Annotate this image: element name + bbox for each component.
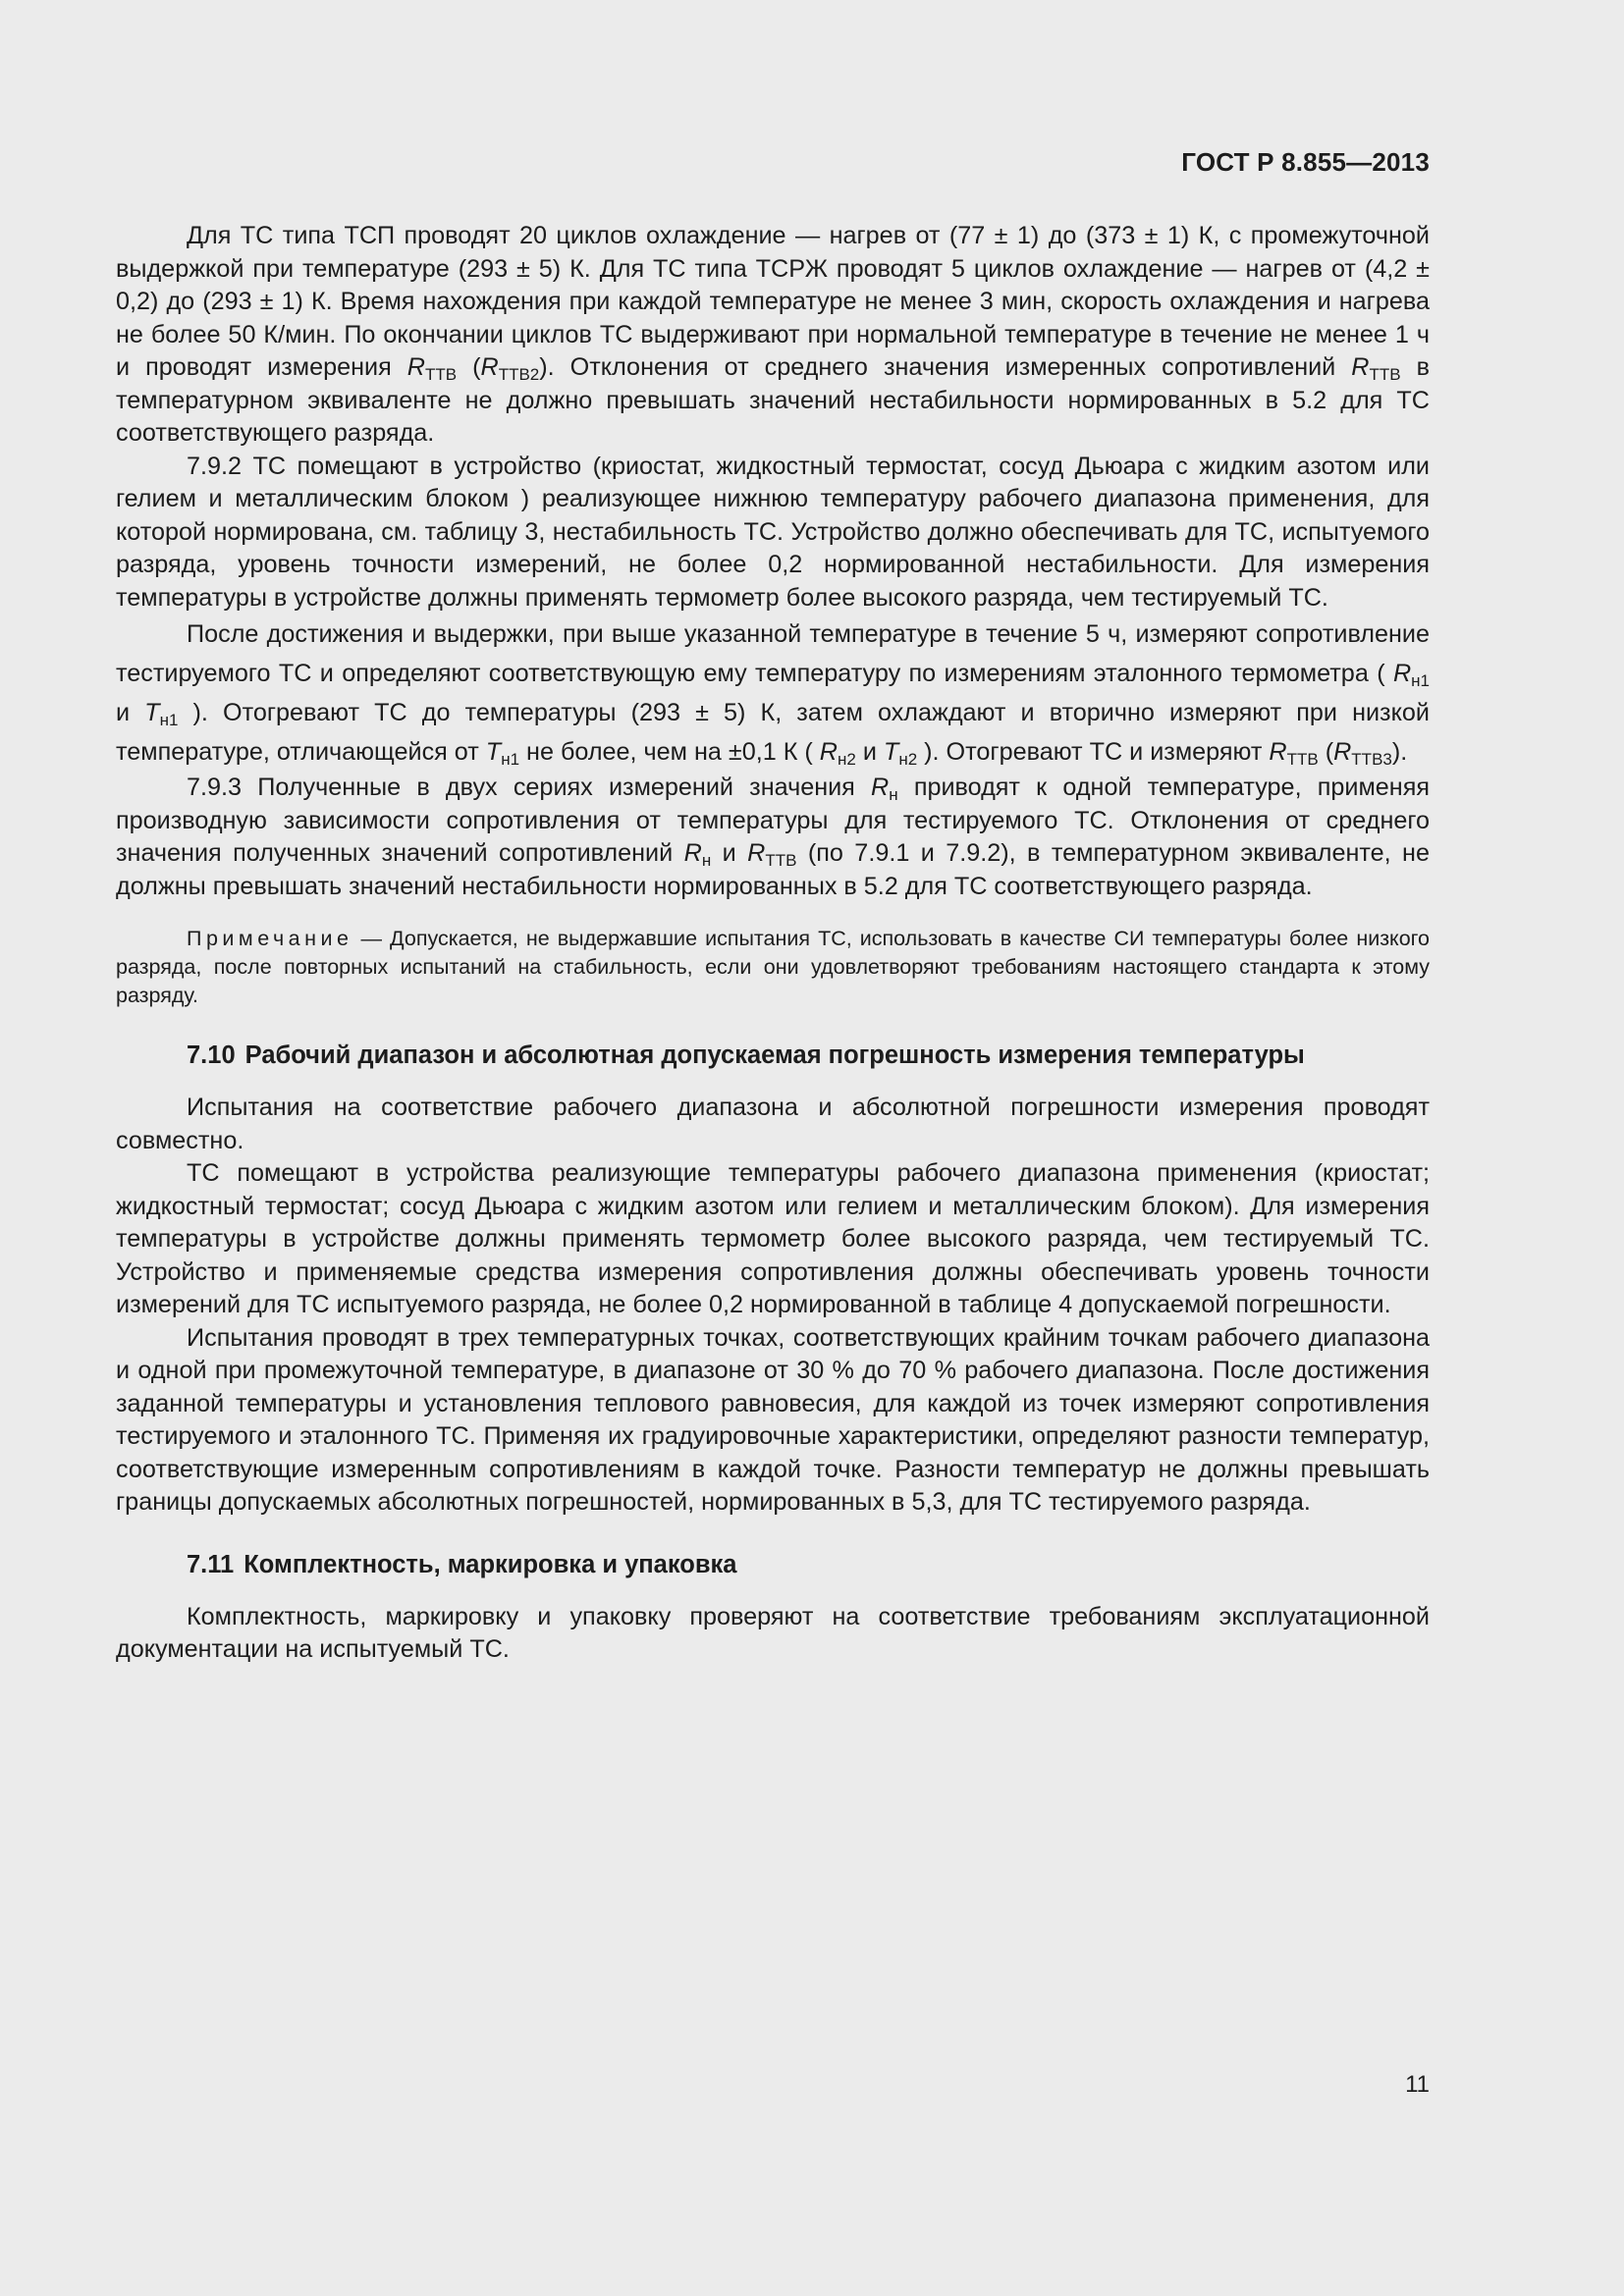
- symbol-r: R: [747, 839, 766, 867]
- text-run: (по 7.9.1 и 7.9.2), в температурном эквиваленте, не должны превышать значений нестабильности нормированных в 5.2 для ТС соответствующего разряда.: [116, 839, 1430, 900]
- symbol-r: R: [871, 774, 890, 801]
- symbol-r: R: [406, 353, 425, 381]
- symbol-t: T: [883, 738, 899, 766]
- symbol-t: T: [144, 699, 160, 726]
- symbol-t: T: [485, 738, 502, 766]
- symbol-r: R: [683, 839, 702, 867]
- text-run: ). Отогревают ТС и измеряют: [917, 738, 1270, 766]
- paragraph-7-9-3: [116, 772, 1430, 903]
- paragraph-7-10-1: Испытания на соответствие рабочего диапазона и абсолютной погрешности измерения проводят совместно.: [116, 1094, 1430, 1154]
- subscript-ttv: ТТВ: [765, 851, 797, 870]
- subscript-ttv2: ТТВ2: [498, 365, 540, 384]
- paragraph-7-10-2: ТС помещают в устройства реализующие температуры рабочего диапазона применения (криостат; жидкостный термостат; сосуд Дьюара с жидким азотом или гелием и металлическим блоком). Для измерения температуры в устройстве должны применять термометр более высокого разряда, чем тестируемый ТС. Устройство и применяемые средства измерения сопротивления должны обеспечивать уровень точности измерений для ТС испытуемого разряда, не более 0,2 нормированной в таблице 4 допускаемой погрешности.: [116, 1159, 1430, 1318]
- text-run: и: [711, 839, 748, 867]
- subscript-ttv: ТТВ: [1286, 750, 1319, 769]
- subscript-ttv3: ТТВ3: [1351, 750, 1392, 769]
- text-run: ).: [1391, 738, 1408, 766]
- subscript-ttv: ТТВ: [1369, 365, 1401, 384]
- document-body: [116, 220, 1430, 1667]
- section-number: 7.10: [187, 1041, 236, 1069]
- symbol-r: R: [1392, 660, 1412, 687]
- paragraph-7-11-1: Комплектность, маркировку и упаковку проверяют на соответствие требованиям эксплуатационной документации на испытуемый ТС.: [116, 1602, 1430, 1663]
- text-run: После достижения и выдержки, при выше указанной температуре в течение 5 ч, измеряют сопротивление тестируемого ТС и определяют соответствующую ему температуру по измерениям эталонного термометра (: [116, 620, 1430, 687]
- subscript-ttv: ТТВ: [424, 365, 458, 384]
- paragraph-7-9-2-measurement: [116, 614, 1430, 772]
- page-number: 11: [1405, 2071, 1430, 2098]
- text-run: приводят к одной температуре, применяя производную зависимости сопротивления от температуры для тестируемого ТС. Отклонения от среднего значения полученных значений сопротивлений: [116, 774, 1430, 867]
- section-title: Комплектность, маркировка и упаковка: [244, 1550, 737, 1578]
- text-run: ). Отогревают ТС до температуры (293 ± 5) К, затем охлаждают и вторично измеряют при низкой температуре, отличающейся от: [116, 699, 1430, 766]
- subscript-n2: н2: [898, 750, 918, 769]
- subscript-n1: н1: [1411, 671, 1430, 690]
- symbol-r: R: [480, 353, 499, 381]
- section-number: 7.11: [187, 1550, 235, 1578]
- subscript-n2: н2: [838, 750, 856, 769]
- paragraph-7-9-2: 7.9.2 ТС помещают в устройство (криостат, жидкостный термостат, сосуд Дьюара с жидким азотом или гелием и металлическим блоком ) реализующее нижнюю температуру рабочего диапазона применения, для которой нормирована, см. таблицу 3, нестабильность ТС. Устройство должно обеспечивать для ТС, испытуемого разряда, уровень точности измерений, не более 0,2 нормированной нестабильности. Для измерения температуры в устройстве должны применять термометр более высокого разряда, чем тестируемый ТС.: [116, 452, 1430, 612]
- paragraph-7-9-1-cycles: [116, 220, 1430, 451]
- document-standard-header: ГОСТ Р 8.855—2013: [1181, 147, 1430, 177]
- symbol-r: R: [1351, 353, 1370, 381]
- note-text: — Допускается, не выдержавшие испытания ТС, использовать в качестве СИ температуры более низкого разряда, после повторных испытаний на стабильность, если они удовлетворяют требованиям настоящего стандарта к этому разряду.: [116, 927, 1430, 1007]
- symbol-r: R: [819, 738, 838, 766]
- note-label: Примечание: [187, 927, 353, 950]
- paragraph-7-10-3: Испытания проводят в трех температурных точках, соответствующих крайним точкам рабочего диапазона и одной при промежуточной температуре, в диапазоне от 30 % до 70 % рабочего диапазона. После достижения заданной температуры и установления теплового равновесия, для каждой из точек измеряют сопротивления тестируемого и эталонного ТС. Применяя их градуировочные характеристики, определяют разности температур, соответствующие измеренным сопротивлениям в каждой точке. Разности температур не должны превышать границы допускаемых абсолютных погрешностей, нормированных в 5,3, для ТС тестируемого разряда.: [116, 1323, 1430, 1516]
- text-run: в температурном эквиваленте не должно превышать значений нестабильности нормированных в 5.2 для ТС соответствующего разряда.: [116, 353, 1430, 447]
- subscript-n: н: [701, 851, 712, 870]
- text-run: не более, чем на ±0,1 К (: [519, 738, 820, 766]
- subscript-n1: н1: [159, 711, 179, 729]
- text-run: Для ТС типа ТСП проводят 20 циклов охлаждение — нагрев от (77 ± 1) до (373 ± 1) К, с промежуточной выдержкой при температуре (293 ± 5) К. Для ТС типа ТСРЖ проводят 5 циклов охлаждение — нагрев от (4,2 ± 0,2) до (293 ± 1) К. Время нахождения при каждой температуре не менее 3 мин, скорость охлаждения и нагрева не более 50 К/мин. По окончании циклов ТС выдерживают при нормальной температуре в течение не менее 1 ч и проводят измерения: [116, 222, 1430, 381]
- section-heading-7-11: [116, 1549, 1430, 1581]
- subscript-n1: н1: [501, 750, 520, 769]
- symbol-r: R: [1333, 738, 1352, 766]
- text-run: (: [1318, 738, 1334, 766]
- text-run: ). Отклонения от среднего значения измеренных сопротивлений: [539, 353, 1352, 381]
- document-page: [116, 0, 1430, 2296]
- text-run: (: [457, 353, 481, 381]
- section-title: Рабочий диапазон и абсолютная допускаемая погрешность измерения температуры: [244, 1041, 1305, 1069]
- note-paragraph: [116, 925, 1430, 1010]
- text-run: и: [855, 738, 884, 766]
- symbol-r: R: [1269, 738, 1287, 766]
- subscript-n: н: [889, 785, 898, 804]
- text-run: 7.9.3 Полученные в двух сериях измерений значения: [187, 774, 872, 801]
- section-heading-7-10: [116, 1040, 1430, 1072]
- text-run: и: [116, 699, 145, 726]
